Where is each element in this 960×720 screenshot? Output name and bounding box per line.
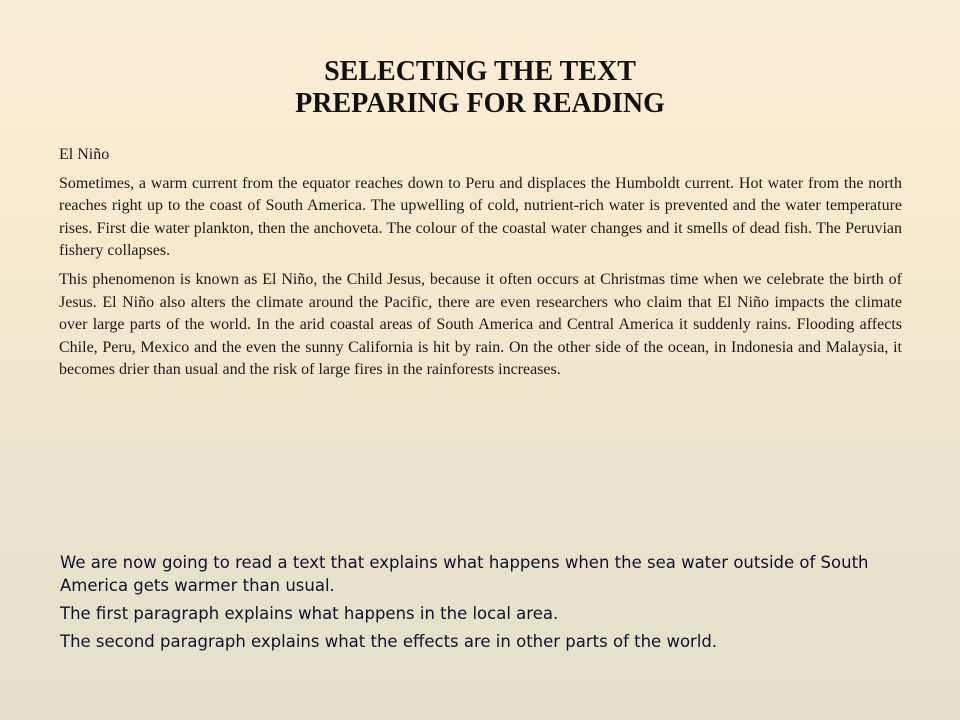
note-first-paragraph: The first paragraph explains what happens in the local area. <box>60 604 559 623</box>
reading-paragraph-2: This phenomenon is known as El Niño, the Child Jesus, because it often occurs at Christmas time when we celebrate the birth of Jesus. El Niño also alters the climate around the Pacific, there are even researchers who claim that El Niño impacts the climate over large parts of the world. In the arid coastal areas of South America and Central America it suddenly rains. Flooding affects Chile, Peru, Mexico and the even the sunny California is hit by rain. On the other side of the ocean, in Indonesia and Malaysia, it becomes drier than usual and the risk of large fires in the rainforests increases. <box>59 270 902 379</box>
title-line-2: PREPARING FOR READING <box>295 88 665 119</box>
title-line-1: SELECTING THE TEXT <box>324 56 636 87</box>
teacher-notes <box>60 551 910 658</box>
reading-paragraph-1: Sometimes, a warm current from the equator reaches down to Peru and displaces the Humboldt current. Hot water from the north reaches right up to the coast of South America. The upwelling of cold, nutrient-rich water is prevented and the water temperature rises. First die water plankton, then the anchoveta. The colour of the coastal water changes and it smells of dead fish. The Peruvian fishery collapses. <box>59 174 902 260</box>
note-second-paragraph: The second paragraph explains what the effects are in other parts of the world. <box>60 632 718 651</box>
note-intro: We are now going to read a text that explains what happens when the sea water outside of South America gets warmer than usual. <box>60 553 869 595</box>
reading-text <box>59 144 902 388</box>
reading-heading: El Niño <box>59 146 110 163</box>
slide-title <box>0 56 960 120</box>
